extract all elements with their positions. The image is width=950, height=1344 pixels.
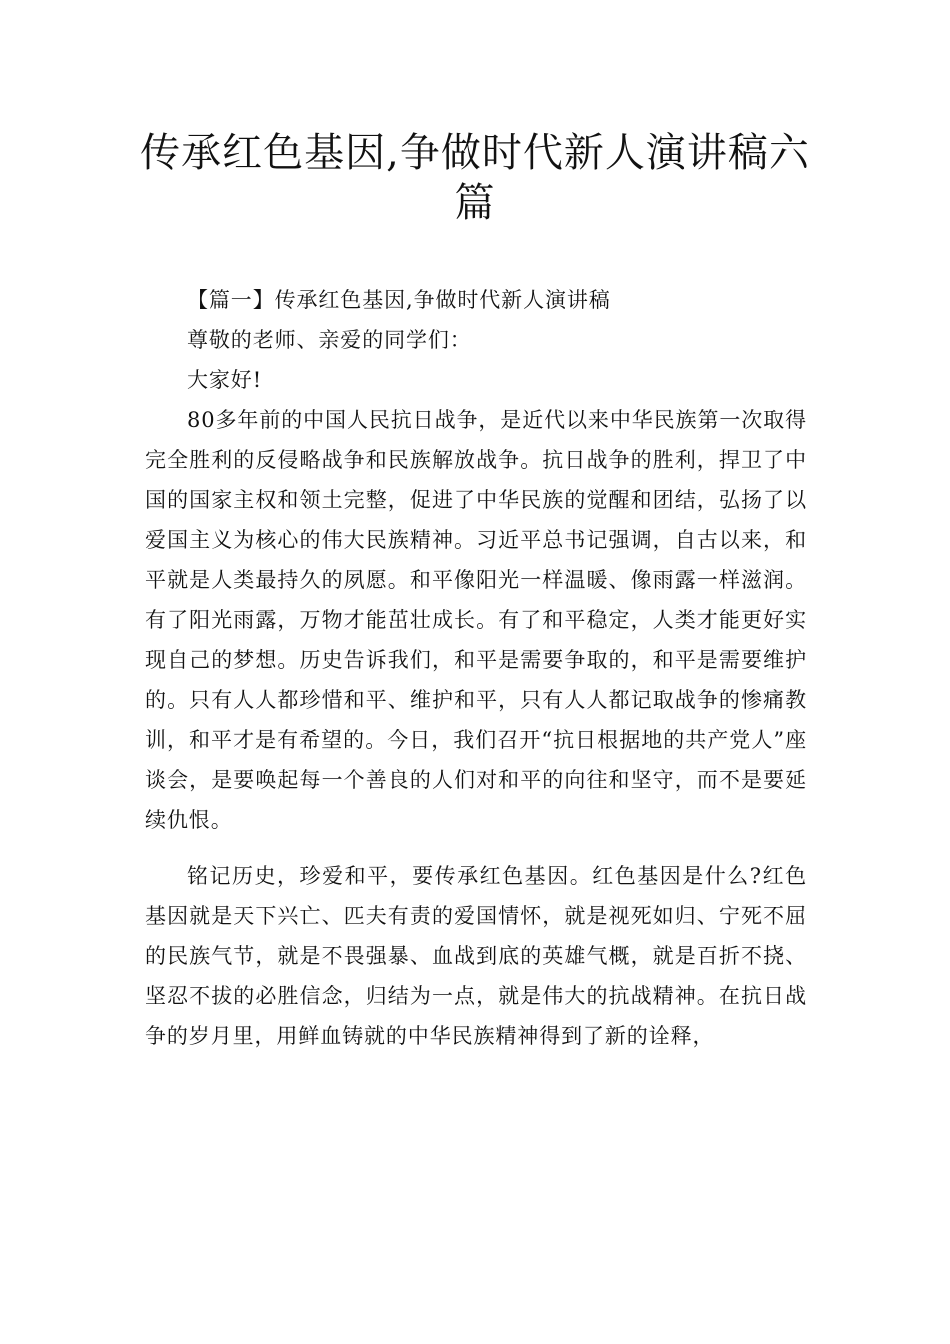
document-title: 传承红色基因,争做时代新人演讲稿六篇: [140, 130, 810, 226]
salutation: 尊敬的老师、亲爱的同学们：: [187, 328, 472, 352]
body-paragraph-1: 80多年前的中国人民抗日战争，是近代以来中华民族第一次取得完全胜利的反侵略战争和民族解放战争。抗日战争的胜利，捍卫了中国的国家主权和领土完整，促进了中华民族的觉醒和团结，弘扬了以爱国主义为核心的伟大民族精神。习近平总书记强调，自古以来，和平就是人类最持久的夙愿。和平像阳光一样温暖、像雨露一样滋润。有了阳光雨露，万物才能茁壮成长。有了和平稳定，人类才能更好实现自己的梦想。历史告诉我们，和平是需要争取的，和平是需要维护的。只有人人都珍惜和平、维护和平，只有人人都记取战争的惨痛教训，和平才是有希望的。今日，我们召开“抗日根据地的共产党人”座谈会，是要唤起每一个善良的人们对和平的向往和坚守，而不是要延续仇恨。: [145, 408, 807, 832]
document-body: [145, 280, 807, 1056]
body-paragraph-2: 铭记历史，珍爱和平，要传承红色基因。红色基因是什么?红色基因就是天下兴亡、匹夫有责的爱国情怀，就是视死如归、宁死不屈的民族气节，就是不畏强暴、血战到底的英雄气概，就是百折不挠、坚忍不拔的必胜信念，归结为一点，就是伟大的抗战精神。在抗日战争的岁月里，用鲜血铸就的中华民族精神得到了新的诠释，: [145, 864, 807, 1048]
section-heading: 【篇一】传承红色基因,争做时代新人演讲稿: [187, 288, 611, 312]
greeting: 大家好!: [187, 368, 263, 392]
